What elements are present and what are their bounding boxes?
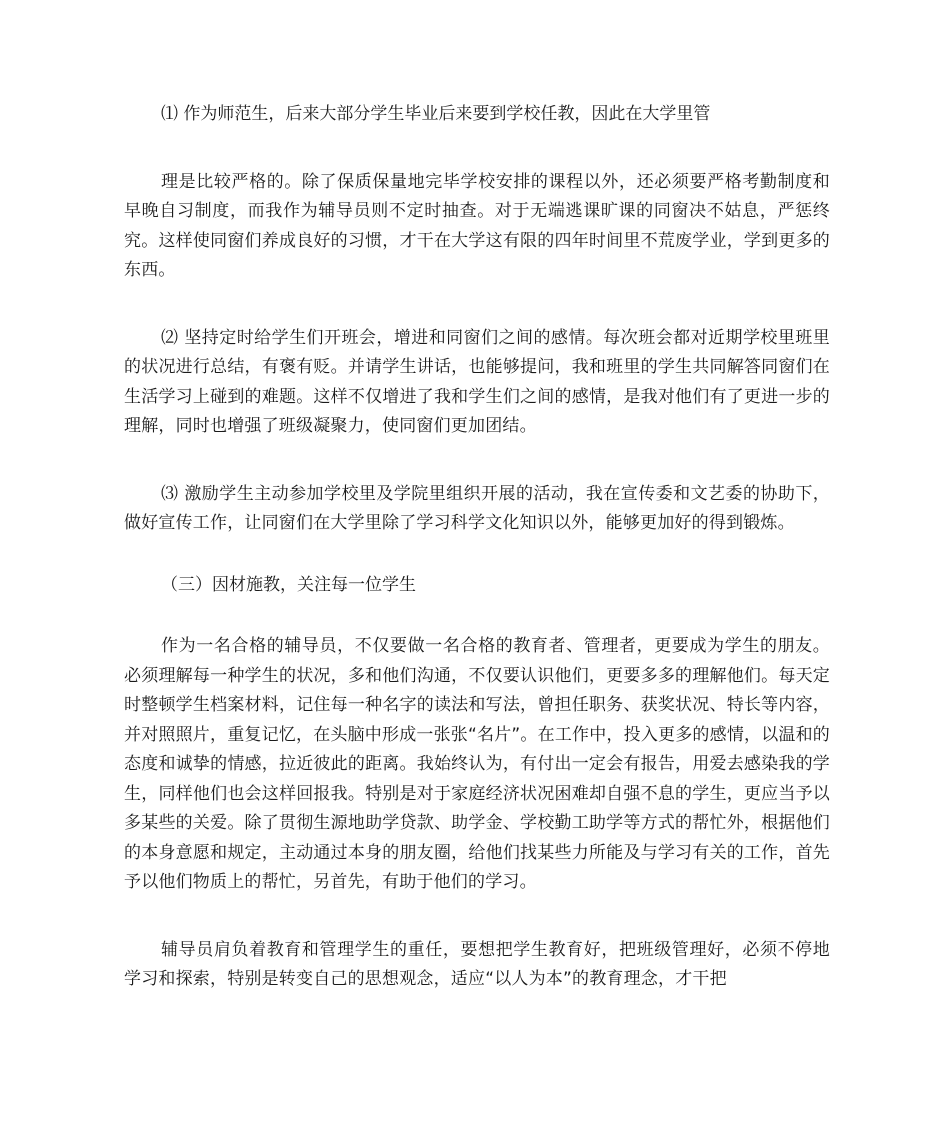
closing-paragraph: 辅导员肩负着教育和管理学生的重任，要想把学生教育好，把班级管理好，必须不停地学习和探索，特别是转变自己的思想观念，适应“以人为本”的教育理念，才干把 bbox=[124, 939, 830, 989]
item-3-paragraph: ⑶ 激励学生主动参加学校里及学院里组织开展的活动，我在宣传委和文艺委的协助下，做好宣传工作，让同窗们在大学里除了学习科学文化知识以外，能够更加好的得到锻炼。 bbox=[124, 483, 830, 533]
item-2-paragraph: ⑵ 坚持定时给学生们开班会，增进和同窗们之间的感情。每次班会都对近期学校里班里的状况进行总结，有褒有贬。并请学生讲话，也能够提问，我和班里的学生共同解答同窗们在生活学习上碰到的难题。这样不仅增进了我和学生们之间的感情，是我对他们有了更进一步的理解，同时也增强了班级凝聚力，使同窗们更加团结。 bbox=[124, 327, 830, 436]
section-3-paragraph: 作为一名合格的辅导员，不仅要做一名合格的教育者、管理者，更要成为学生的朋友。必须理解每一种学生的状况，多和他们沟通，不仅要认识他们，更要多多的理解他们。每天定时整顿学生档案材料，记住每一种名字的读法和写法，曾担任职务、获奖状况、特长等内容，并对照照片，重复记忆，在头脑中形成一张张“名片”。在工作中，投入更多的感情，以温和的态度和诚挚的情感，拉近彼此的距离。我始终认为，有付出一定会有报告，用爱去感染我的学生，同样他们也会这样回报我。特别是对于家庭经济状况困难却自强不息的学生，更应当予以多某些的关爱。除了贯彻生源地助学贷款、助学金、学校勤工助学等方式的帮忙外，根据他们的本身意愿和规定，主动通过本身的朋友圈，给他们找某些力所能及与学习有关的工作，首先予以他们物质上的帮忙，另首先，有助于他们的学习。 bbox=[124, 636, 831, 892]
document-page bbox=[124, 100, 830, 995]
section-heading: （三）因材施教，关注每一位学生 bbox=[161, 574, 416, 595]
item-1-body: 理是比较严格的。除了保质保量地完毕学校安排的课程以外，还必须要严格考勤制度和早晚自习制度，而我作为辅导员则不定时抽查。对于无端逃课旷课的同窗决不姑息，严惩终究。这样使同窗们养成良好的习惯，才干在大学这有限的四年时间里不荒废学业，学到更多的东西。 bbox=[124, 171, 830, 280]
item-1-heading: ⑴ 作为师范生，后来大部分学生毕业后来要到学校任教，因此在大学里管 bbox=[161, 104, 711, 124]
